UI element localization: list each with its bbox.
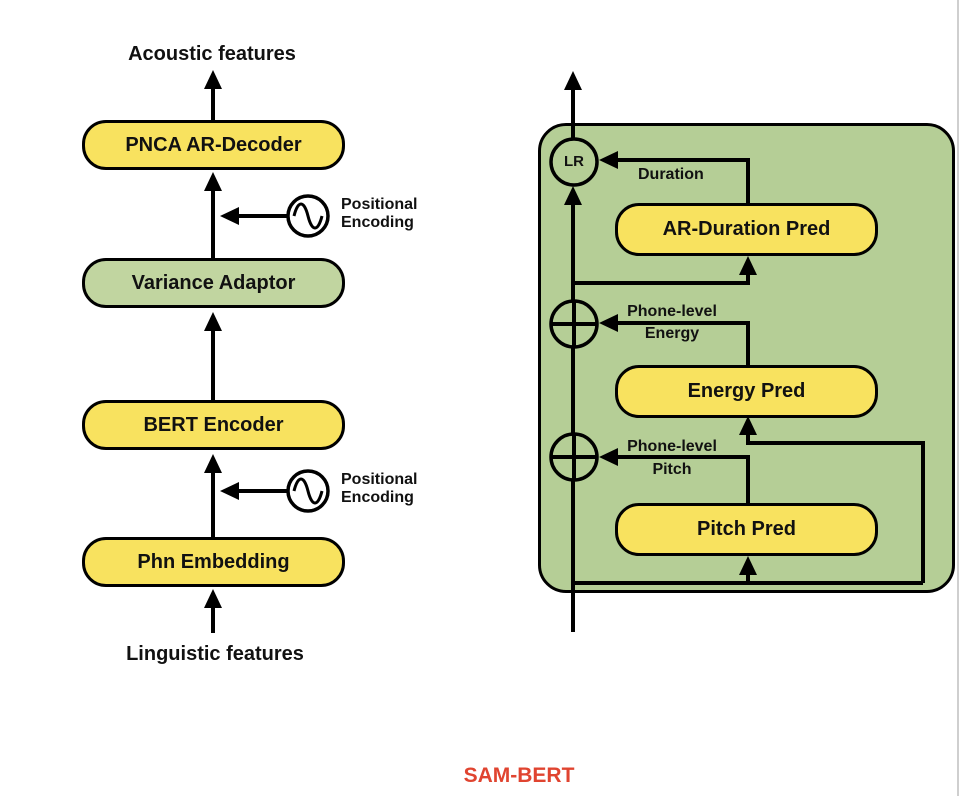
- arrow-phn-to-bert: [204, 454, 222, 537]
- variance-adaptor-node: [82, 258, 345, 308]
- pnca-ar-decoder-node: [82, 120, 345, 170]
- sine-wave-icon: [288, 471, 328, 511]
- pitch-pred-node: [615, 503, 878, 556]
- phone-level-energy-label-line1: Phone-level: [627, 303, 717, 320]
- linguistic-features-label: Linguistic features: [126, 643, 304, 665]
- energy-pred-node: [615, 365, 878, 418]
- duration-label: Duration: [638, 166, 704, 183]
- energy-add-node-icon: [551, 301, 597, 347]
- node-label: PNCA AR-Decoder: [125, 133, 302, 156]
- ar-duration-pred-node: [615, 203, 878, 256]
- node-label: BERT Encoder: [143, 413, 284, 436]
- phone-level-pitch-label-line2: Pitch: [652, 461, 692, 478]
- pitch-add-node-icon: [551, 434, 597, 480]
- arrow-variance-to-decoder: [204, 172, 222, 258]
- positional-encoding-arrow-bottom: [220, 482, 287, 500]
- branch-to-pitch: [573, 556, 923, 583]
- sine-wave-icon: [288, 196, 328, 236]
- phone-level-energy-label-line2: Energy: [644, 325, 700, 342]
- page-edge-divider: [957, 0, 959, 796]
- positional-encoding-label-top: Positional Encoding: [341, 196, 418, 231]
- figure-caption: SAM-BERT: [463, 764, 575, 787]
- node-label: Energy Pred: [687, 380, 806, 402]
- node-label: Pitch Pred: [697, 518, 796, 540]
- acoustic-features-label: Acoustic features: [128, 43, 296, 65]
- arrow-linguistic-to-phn: [204, 589, 222, 633]
- positional-encoding-label-bottom: Positional Encoding: [341, 471, 418, 506]
- positional-encoding-arrow-top: [220, 207, 287, 225]
- phone-level-pitch-label-line1: Phone-level: [627, 438, 717, 455]
- arrow-bert-to-variance: [204, 312, 222, 400]
- node-label: Phn Embedding: [137, 550, 290, 573]
- arrow-decoder-to-acoustic: [204, 70, 222, 120]
- node-label: AR-Duration Pred: [662, 218, 831, 240]
- bert-encoder-node: [82, 400, 345, 450]
- node-label: Variance Adaptor: [131, 271, 296, 294]
- phn-embedding-node: [82, 537, 345, 587]
- energy-input-line: [739, 416, 923, 583]
- branch-to-ar-duration: [573, 256, 757, 283]
- length-regulator-label: LR: [564, 153, 584, 171]
